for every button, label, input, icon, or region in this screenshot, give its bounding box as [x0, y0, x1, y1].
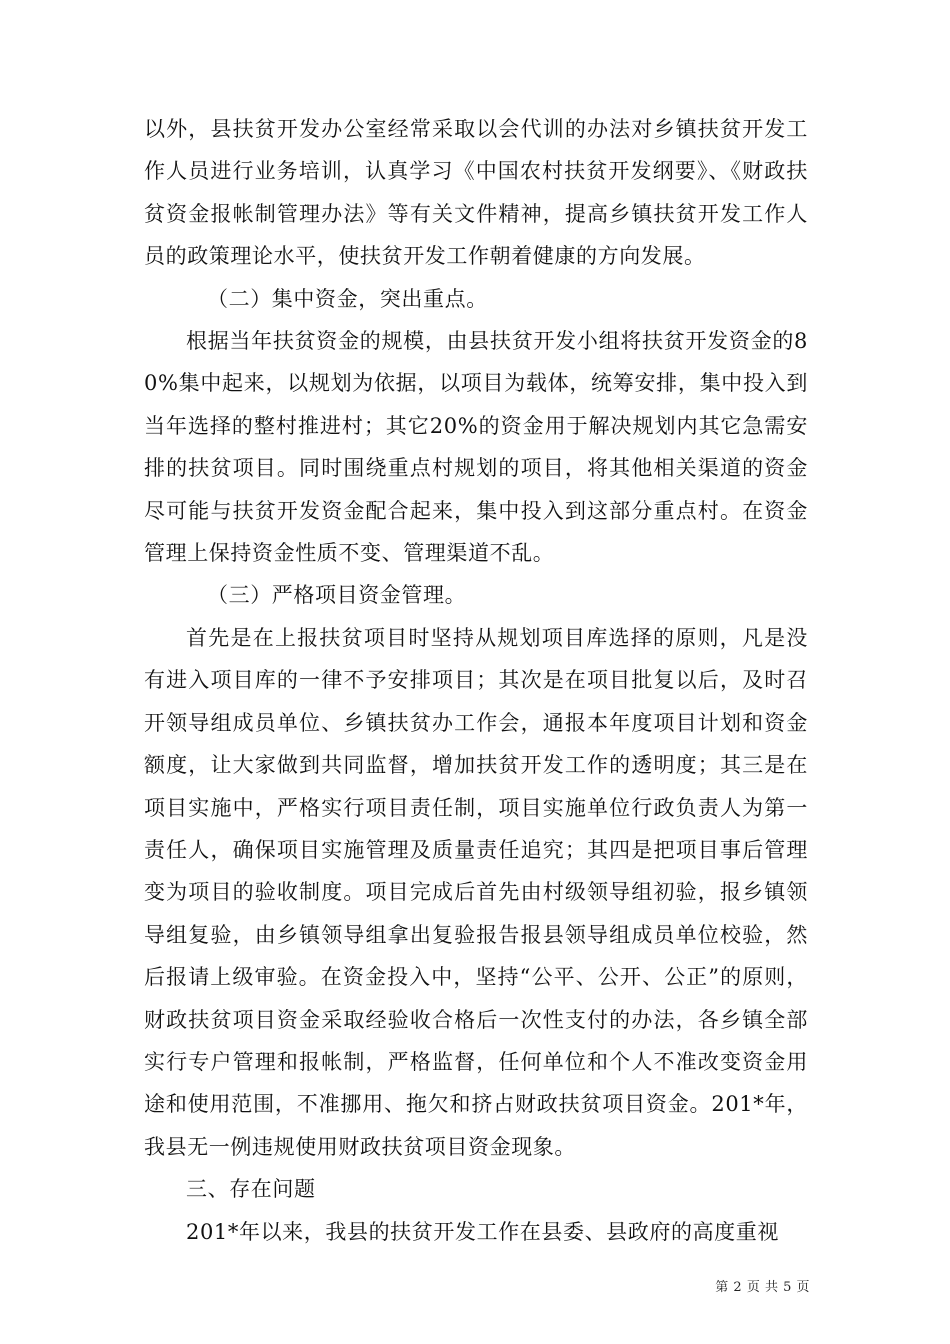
paragraph-fund-management: 首先是在上报扶贫项目时坚持从规划项目库选择的原则，凡是没有进入项目库的一律不予安排项目；其次是在项目批复以后，及时召开领导组成员单位、乡镇扶贫办工作会，通报本年度项目计划和资金额度，让大家做到共同监督，增加扶贫开发工作的透明度；其三是在项目实施中，严格实行项目责任制，项目实施单位行政负责人为第一责任人，确保项目实施管理及质量责任追究；其四是把项目事后管理变为项目的验收制度。项目完成后首先由村级领导组初验，报乡镇领导组复验，由乡镇领导组拿出复验报告报县领导组成员单位校验，然后报请上级审验。在资金投入中，坚持“公平、公开、公正”的原则，财政扶贫项目资金采取经验收合格后一次性支付的办法，各乡镇全部实行专户管理和报帐制，严格监督，任何单位和个人不准改变资金用途和使用范围，不准挪用、拖欠和挤占财政扶贫项目资金。201*年，我县无一例违规使用财政扶贫项目资金现象。	[144, 625, 808, 1159]
document-body	[144, 108, 808, 1253]
paragraph-concentrate-funds: 根据当年扶贫资金的规模，由县扶贫开发小组将扶贫开发资金的80%集中起来，以规划为依据，以项目为载体，统筹安排，集中投入到当年选择的整村推进村；其它20%的资金用于解决规划内其它急需安排的扶贫项目。同时围绕重点村规划的项目，将其他相关渠道的资金尽可能与扶贫开发资金配合起来，集中投入到这部分重点村。在资金管理上保持资金性质不变、管理渠道不乱。	[144, 329, 808, 566]
page-number: 第 2 页 共 5 页	[715, 1280, 810, 1295]
paragraph-training: 以外，县扶贫开发办公室经常采取以会代训的办法对乡镇扶贫开发工作人员进行业务培训，认真学习《中国农村扶贫开发纲要》、《财政扶贫资金报帐制管理办法》等有关文件精神，提高乡镇扶贫开发工作人员的政策理论水平，使扶贫开发工作朝着健康的方向发展。	[144, 117, 808, 269]
paragraph-problems: 201*年以来，我县的扶贫开发工作在县委、县政府的高度重视	[186, 1219, 779, 1244]
heading-concentrate-funds: （二）集中资金，突出重点。	[207, 286, 488, 311]
section-heading-problems: 三、存在问题	[186, 1177, 316, 1202]
heading-fund-management: （三）严格项目资金管理。	[207, 583, 467, 608]
